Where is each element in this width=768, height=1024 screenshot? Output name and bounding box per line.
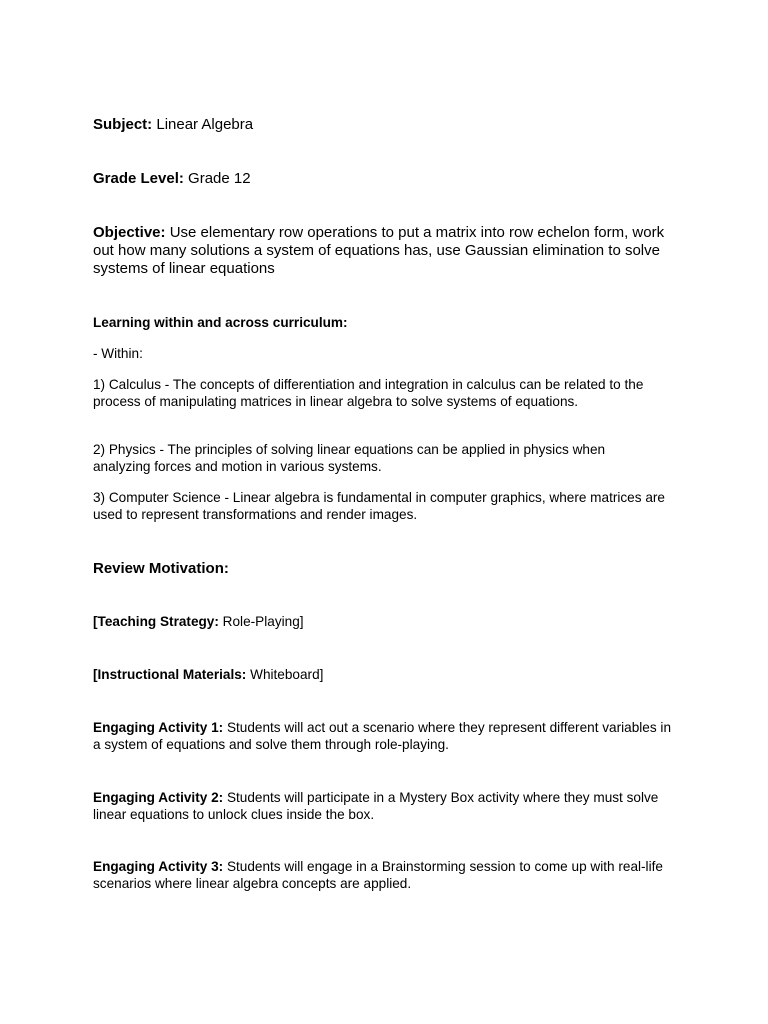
- engaging-activity-3: [93, 859, 668, 892]
- learning-item-calculus: 1) Calculus - The concepts of differentiation and integration in calculus can be related to the process of manipulating matrices in linear algebra to solve systems of equations.: [93, 377, 644, 409]
- instructional-materials-label-text: Instructional Materials:: [97, 667, 247, 682]
- subject-line: [93, 116, 683, 134]
- engaging-activity-2-label: Engaging Activity 2:: [93, 790, 224, 805]
- instructional-materials-open: [: [93, 667, 98, 682]
- teaching-strategy-value: Role-Playing]: [218, 614, 304, 629]
- objective-label: Objective:: [93, 224, 166, 241]
- instructional-materials-label: [93, 667, 246, 682]
- grade-level-value: Grade 12: [183, 170, 251, 187]
- engaging-activity-2-text: Students will participate in a Mystery Box activity where they must solve linear equations to unlock clues inside the box.: [93, 790, 659, 822]
- instructional-materials-line: [93, 667, 683, 684]
- review-motivation-heading: [93, 560, 683, 578]
- objective-text: Use elementary row operations to put a matrix into row echelon form, work out how many solutions a system of equations has, use Gaussian elimination to solve systems of linear equations: [93, 224, 665, 277]
- learning-item-physics: 2) Physics - The principles of solving linear equations can be applied in physics when analyzing forces and motion in various systems.: [93, 442, 606, 474]
- within-label: - Within:: [93, 346, 143, 361]
- learning-heading-text: Learning within and across curriculum:: [93, 315, 348, 330]
- subject-label: Subject:: [93, 116, 153, 133]
- engaging-activity-1-label: Engaging Activity 1:: [93, 720, 224, 735]
- teaching-strategy-label-text: Teaching Strategy:: [97, 614, 219, 629]
- grade-level-line: [93, 170, 683, 188]
- instructional-materials-value: Whiteboard]: [246, 667, 324, 682]
- teaching-strategy-label: [93, 614, 219, 629]
- engaging-activity-3-text: Students will engage in a Brainstorming session to come up with real-life scenarios where linear algebra concepts are applied.: [93, 859, 663, 891]
- engaging-activity-1: [93, 720, 675, 753]
- engaging-activity-3-label: Engaging Activity 3:: [93, 859, 224, 874]
- objective-paragraph: [93, 224, 673, 278]
- review-motivation-text: Review Motivation:: [93, 560, 229, 577]
- subject-value: Linear Algebra: [152, 116, 254, 133]
- grade-level-label: Grade Level:: [93, 170, 184, 187]
- learning-heading: [93, 315, 683, 332]
- teaching-strategy-line: [93, 614, 683, 631]
- teaching-strategy-open: [: [93, 614, 98, 629]
- engaging-activity-1-text: Students will act out a scenario where they represent different variables in a system of equations and solve them through role-playing.: [93, 720, 672, 752]
- engaging-activity-2: [93, 790, 668, 823]
- learning-item-computer-science: 3) Computer Science - Linear algebra is fundamental in computer graphics, where matrices are used to represent transformations and render images.: [93, 490, 665, 522]
